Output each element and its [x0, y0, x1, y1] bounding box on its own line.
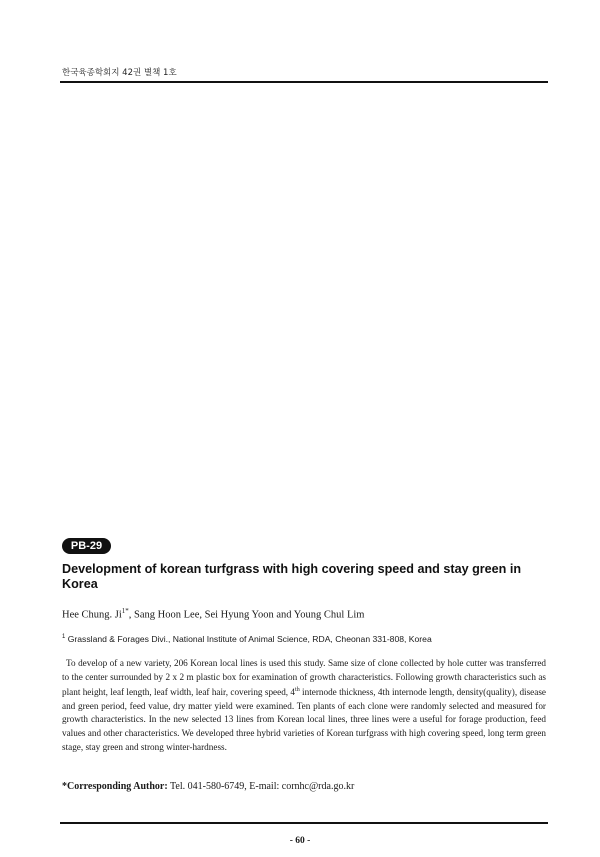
first-author-marks: 1*: [121, 607, 129, 615]
corresponding-label: *Corresponding Author:: [62, 781, 168, 792]
corresponding-author: [62, 780, 542, 793]
poster-code-badge: PB-29: [62, 538, 111, 554]
page-number: - 60 -: [289, 836, 311, 846]
affiliation-mark: 1: [62, 634, 66, 640]
corresponding-contact: Tel. 041-580-6749, E-mail: cornhc@rda.go.kr: [167, 781, 355, 792]
authors-line: [62, 604, 542, 623]
abstract-part-2: internode thickness, 4th internode length, density(quality), disease and green period, feed value, dry matter yield were examined. Ten plants of each clone were randomly selected and measured for growth characteristics. In the new selected 13 lines from Korean local lines, three lines were a useful for forage production, feed values and other characteristics. We developed three hybrid varieties of Korean turfgrass with high covering speed, long term green stage, stay green and strong winter-hardness.: [62, 687, 546, 752]
running-head: 한국육종학회지 42권 별책 1호: [62, 68, 177, 78]
abstract: [62, 657, 546, 754]
other-authors: , Sang Hoon Lee, Sei Hyung Yoon and Young Chul Lim: [128, 609, 365, 621]
abstract-part-1: To develop of a new variety, 206 Korean local lines is used this study. Same size of clone collected by hole cutter was transferred to the center surrounded by 2 x 2 m plastic box for examination of growth characteristics. Following growth characteristics such as plant height, leaf length, leaf width, leaf hair, covering speed, 4: [62, 658, 546, 698]
affiliation-text: Grassland & Forages Divi., National Institute of Animal Science, RDA, Cheonan 331-808, Korea: [67, 633, 432, 644]
paper-title: Development of korean turfgrass with high covering speed and stay green in Korea: [62, 562, 522, 591]
first-author: Hee Chung. Ji: [62, 609, 122, 621]
affiliation: [62, 631, 542, 645]
top-rule: [60, 81, 548, 83]
abstract-superscript: th: [295, 687, 300, 694]
bottom-rule: [60, 822, 548, 824]
